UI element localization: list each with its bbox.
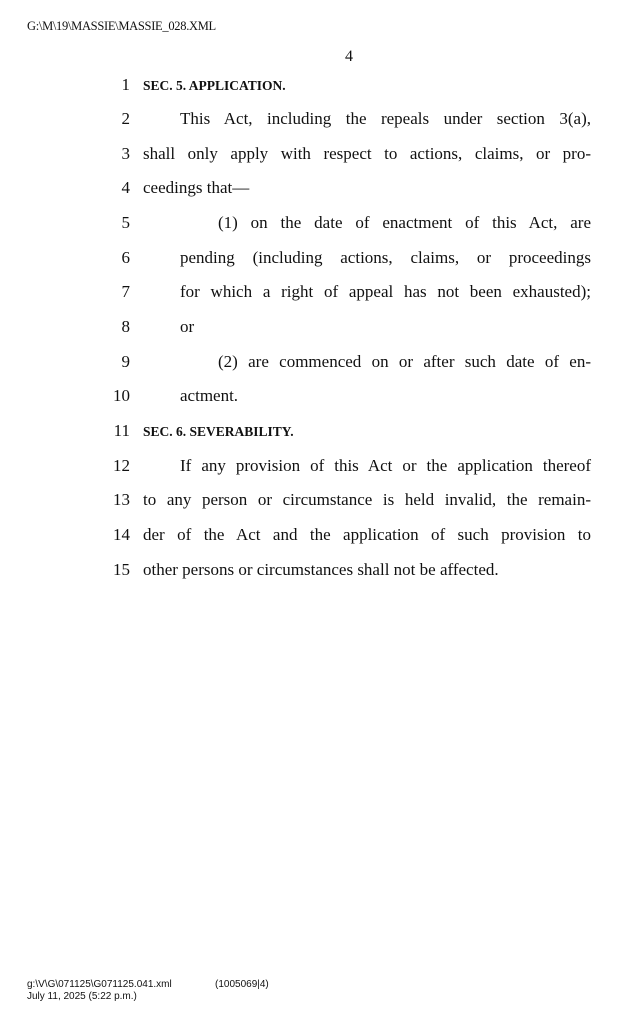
line-number: 6	[121, 248, 130, 267]
section-heading: SEC. 5. APPLICATION.	[143, 78, 286, 93]
line-15	[0, 560, 626, 580]
page-number: 4	[345, 48, 353, 65]
line-number: 11	[113, 421, 130, 440]
line-number: 2	[121, 109, 130, 128]
line-text: ceedings that—	[143, 178, 250, 197]
line-text: pending (including actions, claims, or proceedings	[180, 248, 591, 267]
line-number: 1	[121, 75, 130, 94]
line-text: to any person or circumstance is held invalid, the remain-	[143, 490, 591, 509]
line-text: If any provision of this Act or the application thereof	[180, 456, 591, 475]
line-text: shall only apply with respect to actions, claims, or pro-	[143, 144, 591, 163]
line-11	[0, 421, 626, 441]
line-text: actment.	[180, 386, 239, 405]
line-number: 8	[121, 317, 130, 336]
page-footer	[27, 979, 269, 1003]
line-3	[0, 144, 626, 164]
line-1	[0, 75, 626, 95]
line-8	[0, 317, 626, 337]
line-5	[0, 213, 626, 233]
line-text: der of the Act and the application of such provision to	[143, 525, 591, 544]
line-number: 15	[113, 560, 130, 579]
line-text: (1) on the date of enactment of this Act, are	[218, 213, 591, 232]
file-path-header: G:\M\19\MASSIE\MASSIE_028.XML	[27, 19, 216, 33]
footer-source-path: g:\V\G\071125\G071125.041.xml	[27, 979, 172, 990]
line-text: (2) are commenced on or after such date of en-	[218, 352, 591, 371]
line-number: 13	[113, 490, 130, 509]
line-number: 12	[113, 456, 130, 475]
line-10	[0, 386, 626, 406]
line-12	[0, 456, 626, 476]
line-text: for which a right of appeal has not been exhausted);	[180, 282, 591, 301]
section-heading: SEC. 6. SEVERABILITY.	[143, 424, 294, 439]
footer-timestamp: July 11, 2025 (5:22 p.m.)	[27, 991, 137, 1002]
line-14	[0, 525, 626, 545]
line-number: 7	[121, 282, 130, 301]
footer-document-code: (1005069|4)	[215, 979, 269, 990]
line-9	[0, 352, 626, 372]
line-number: 4	[121, 178, 130, 197]
line-number: 5	[121, 213, 130, 232]
line-4	[0, 178, 626, 198]
line-number: 14	[113, 525, 130, 544]
line-number: 10	[113, 386, 130, 405]
line-7	[0, 282, 626, 302]
line-13	[0, 490, 626, 510]
line-number: 3	[121, 144, 130, 163]
line-6	[0, 248, 626, 268]
line-number: 9	[121, 352, 130, 371]
line-text: This Act, including the repeals under section 3(a),	[180, 109, 591, 128]
line-2	[0, 109, 626, 129]
line-text: other persons or circumstances shall not be affected.	[143, 560, 499, 579]
line-text: or	[180, 317, 195, 336]
